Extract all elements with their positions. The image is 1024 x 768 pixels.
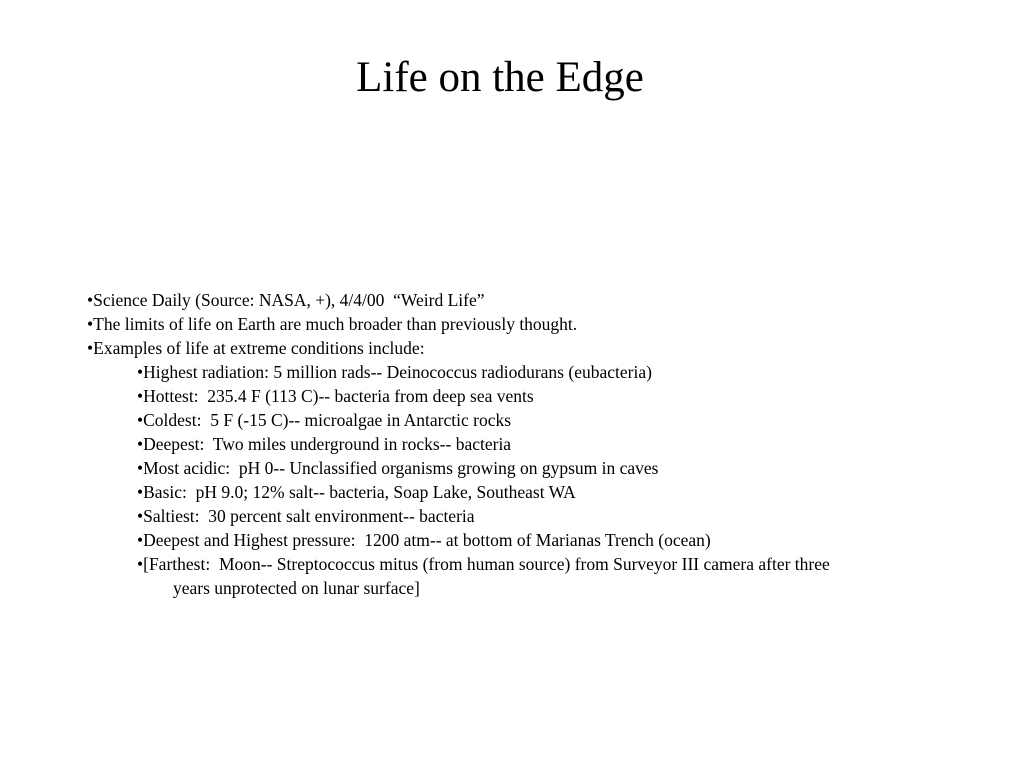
subbullet-hottest: •Hottest: 235.4 F (113 C)-- bacteria from deep sea vents bbox=[137, 386, 534, 406]
slide-body bbox=[87, 288, 987, 600]
bullet-examples: •Examples of life at extreme conditions include: bbox=[87, 338, 425, 358]
subbullet-coldest: •Coldest: 5 F (-15 C)-- microalgae in Antarctic rocks bbox=[137, 410, 512, 430]
subbullet-farthest-continuation: years unprotected on lunar surface] bbox=[173, 578, 420, 598]
subbullet-deepest: •Deepest: Two miles underground in rocks-- bacteria bbox=[137, 434, 512, 454]
subbullet-farthest: •[Farthest: Moon-- Streptococcus mitus (from human source) from Surveyor III camera after three bbox=[137, 554, 830, 574]
subbullet-saltiest: •Saltiest: 30 percent salt environment-- bacteria bbox=[137, 506, 475, 526]
subbullet-highest-pressure: •Deepest and Highest pressure: 1200 atm-- at bottom of Marianas Trench (ocean) bbox=[137, 530, 711, 550]
slide-title: Life on the Edge bbox=[356, 54, 644, 101]
subbullet-most-acidic: •Most acidic: pH 0-- Unclassified organisms growing on gypsum in caves bbox=[137, 458, 659, 478]
bullet-science-daily: •Science Daily (Source: NASA, +), 4/4/00 “Weird Life” bbox=[87, 290, 485, 310]
bullet-limits-of-life: •The limits of life on Earth are much broader than previously thought. bbox=[87, 314, 578, 334]
subbullet-basic: •Basic: pH 9.0; 12% salt-- bacteria, Soap Lake, Southeast WA bbox=[137, 482, 576, 502]
subbullet-highest-radiation: •Highest radiation: 5 million rads-- Deinococcus radiodurans (eubacteria) bbox=[137, 362, 652, 382]
